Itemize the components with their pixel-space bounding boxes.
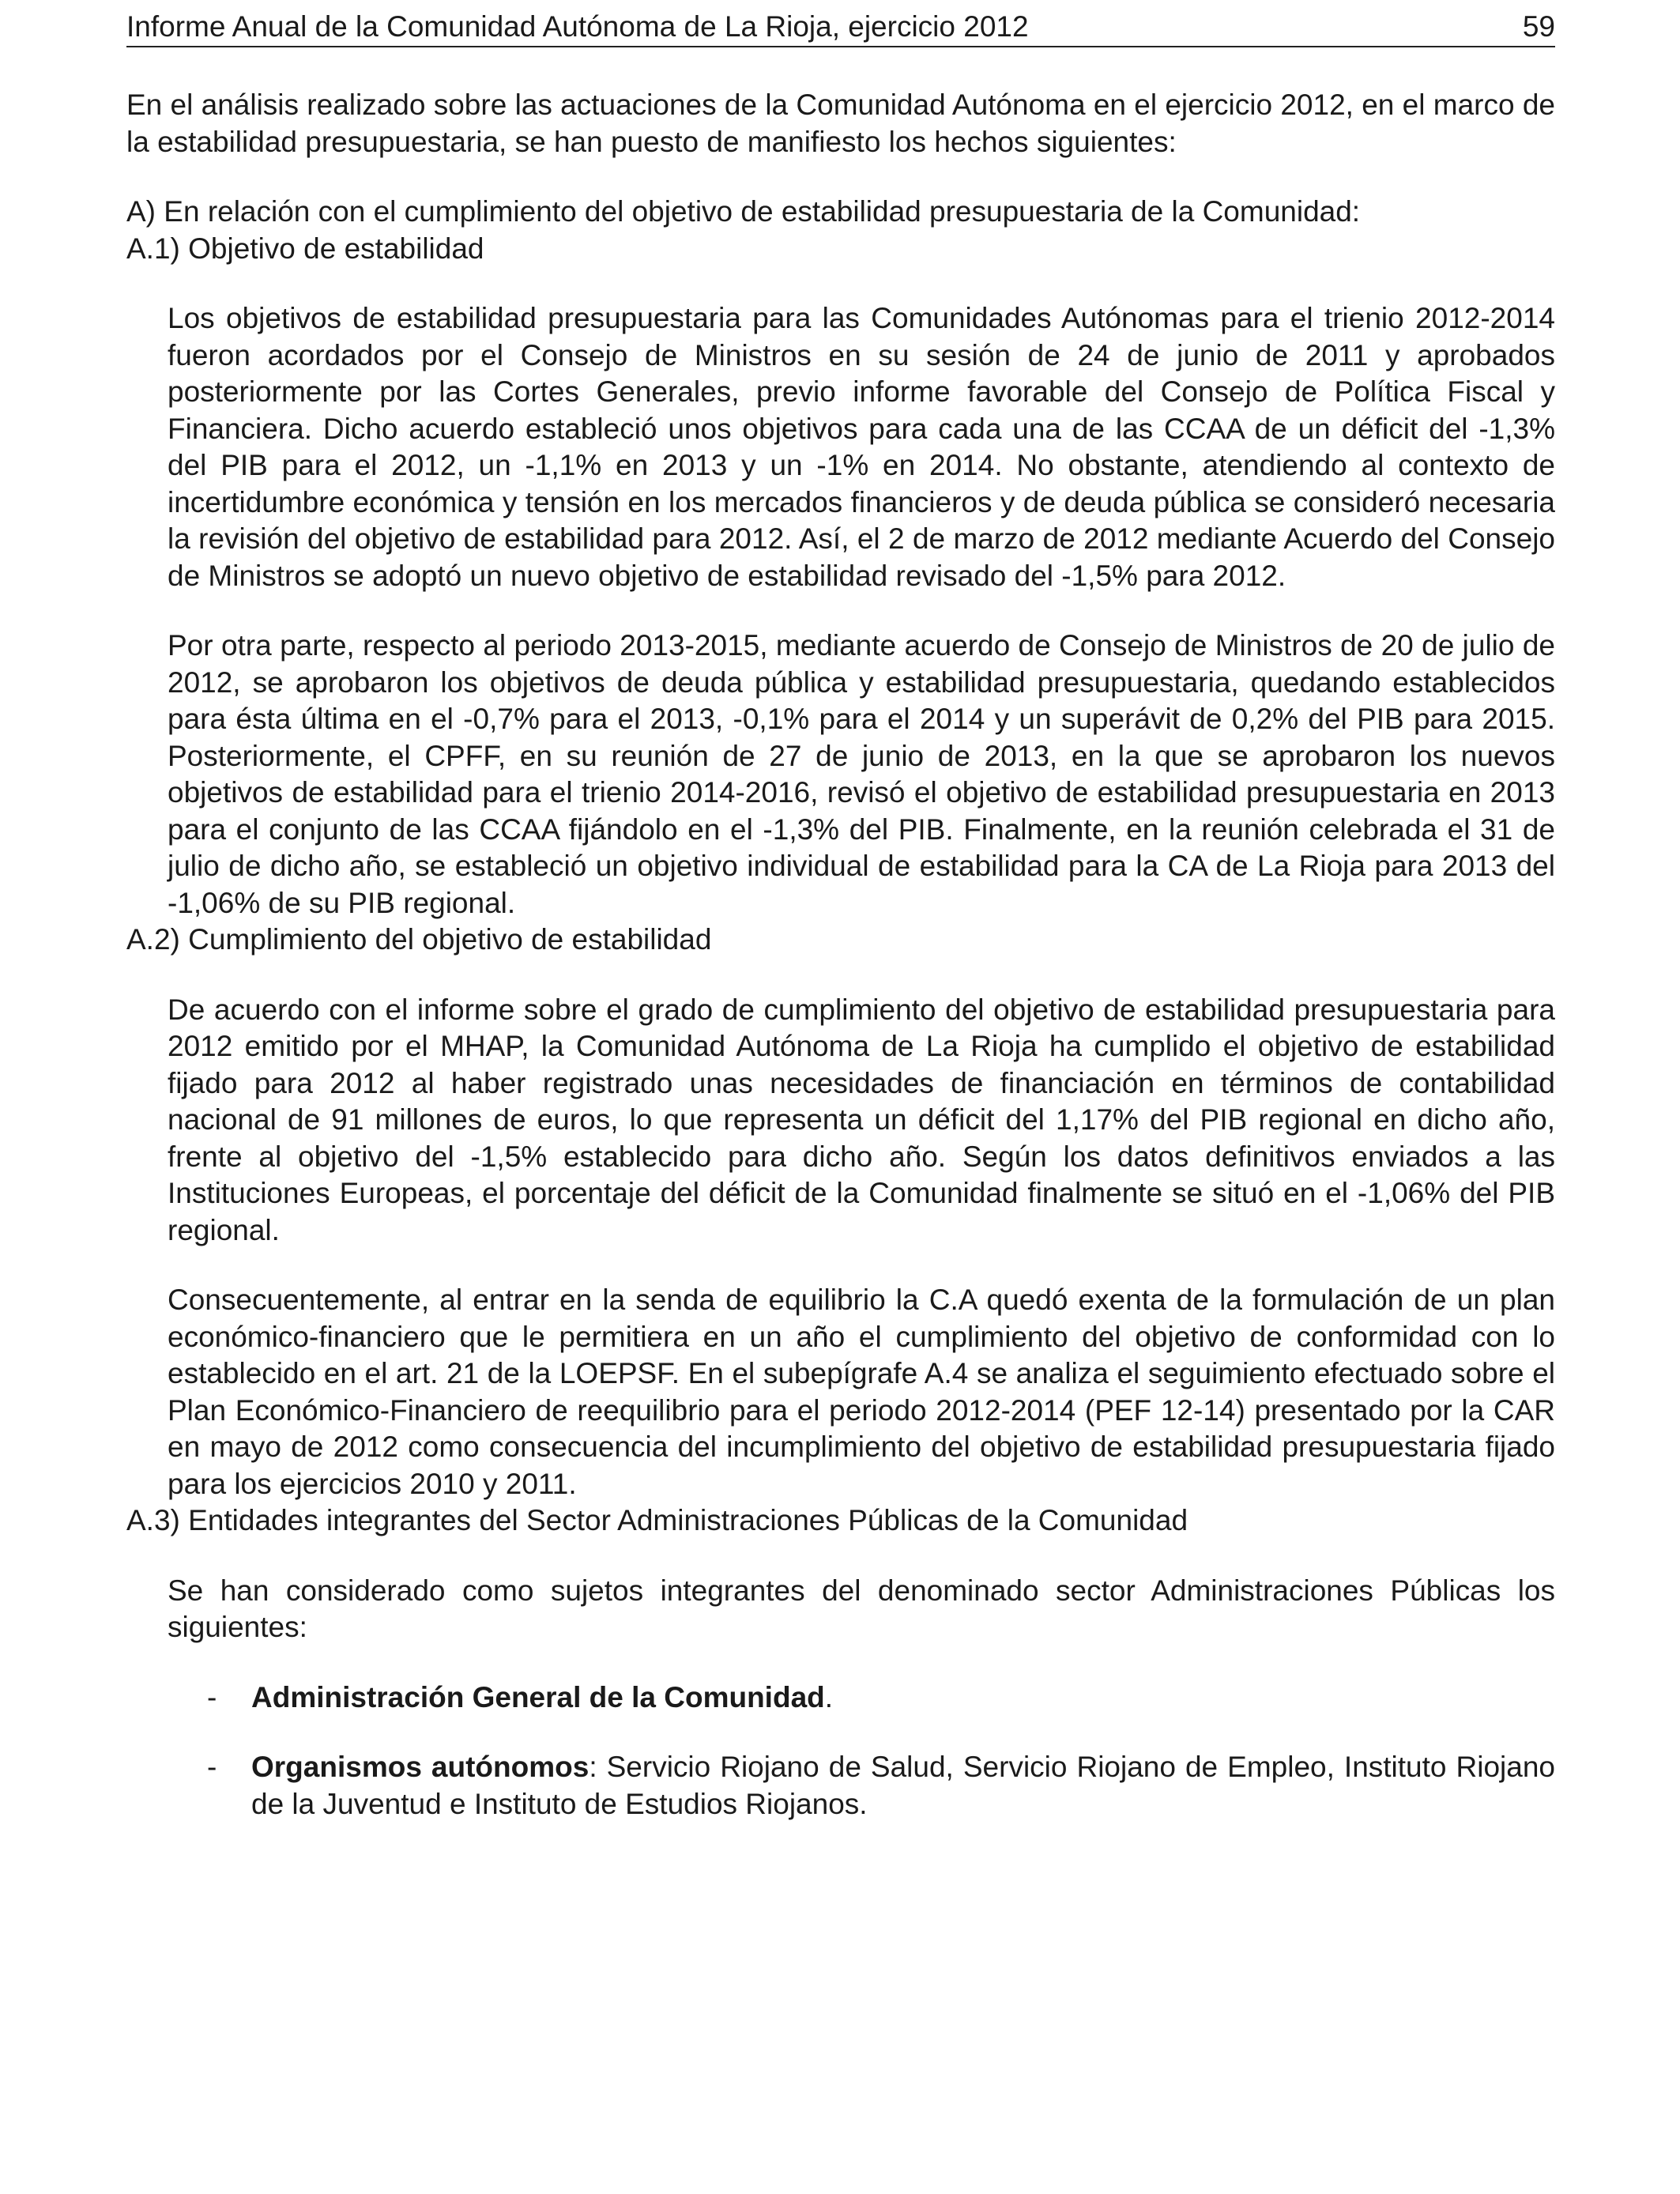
intro-paragraph: En el análisis realizado sobre las actuaciones de la Comunidad Autónoma en el ejercicio 2012, en el marco de la estabilidad presupuestaria, se han puesto de manifiesto los hechos siguientes: [126,89,1555,158]
section-a1-heading: A.1) Objetivo de estabilidad [126,232,484,265]
list-item-text: . [824,1680,834,1713]
list-item-text: : Servicio Riojano de Salud, Servicio Riojano de Empleo, Instituto Riojano de la Juventud e Instituto de Estudios Riojanos. [251,1751,1555,1820]
header-title: Informe Anual de la Comunidad Autónoma de La Rioja, ejercicio 2012 [126,10,1029,43]
document-body [126,87,1555,1852]
section-a-heading: A) En relación con el cumplimiento del objetivo de estabilidad presupuestaria de la Comunidad: [126,195,1361,228]
a2-paragraph-1: De acuerdo con el informe sobre el grado de cumplimiento del objetivo de estabilidad presupuestaria para 2012 emitido por el MHAP, la Comunidad Autónoma de La Rioja ha cumplido el objetivo de estabilidad fijado para 2012 al haber registrado unas necesidades de financiación en términos de contabilidad nacional de 91 millones de euros, lo que representa un déficit del 1,17% del PIB regional en dicho año, frente al objetivo del -1,5% establecido para dicho año. Según los datos definitivos enviados a las Instituciones Europeas, el porcentaje del déficit de la Comunidad finalmente se situó en el -1,06% del PIB regional. [168,993,1555,1246]
list-item [207,1749,1555,1823]
a1-paragraph-1: Los objetivos de estabilidad presupuestaria para las Comunidades Autónomas para el trienio 2012-2014 fueron acordados por el Consejo de Ministros en su sesión de 24 de junio de 2011 y aprobados posteriormente por las Cortes Generales, previo informe favorable del Consejo de Política Fiscal y Financiera. Dicho acuerdo estableció unos objetivos para cada una de las CCAA de un déficit del -1,3% del PIB para el 2012, un -1,1% en 2013 y un -1% en 2014. No obstante, atendiendo al contexto de incertidumbre económica y tensión en los mercados financieros y de deuda pública se consideró necesaria la revisión del objetivo de estabilidad para 2012. Así, el 2 de marzo de 2012 mediante Acuerdo del Consejo de Ministros se adoptó un nuevo objetivo de estabilidad revisado del -1,5% para 2012. [168,302,1555,592]
a2-paragraph-2: Consecuentemente, al entrar en la senda de equilibrio la C.A quedó exenta de la formulación de un plan económico-financiero que le permitiera en un año el cumplimiento del objetivo de conformidad con lo establecido en el art. 21 de la LOEPSF. En el subepígrafe A.4 se analiza el seguimiento efectuado sobre el Plan Económico-Financiero de reequilibrio para el periodo 2012-2014 (PEF 12-14) presentado por la CAR en mayo de 2012 como consecuencia del incumplimiento del objetivo de estabilidad presupuestaria fijado para los ejercicios 2010 y 2011. [168,1284,1555,1500]
section-a3-heading: A.3) Entidades integrantes del Sector Administraciones Públicas de la Comunidad [126,1504,1188,1536]
a1-paragraph-2: Por otra parte, respecto al periodo 2013-2015, mediante acuerdo de Consejo de Ministros de 20 de julio de 2012, se aprobaron los objetivos de deuda pública y estabilidad presupuestaria, quedando establecidos para ésta última en el -0,7% para el 2013, -0,1% para el 2014 y un superávit de 0,2% del PIB para 2015. Posteriormente, el CPFF, en su reunión de 27 de junio de 2013, en la que se aprobaron los nuevos objetivos de estabilidad para el trienio 2014-2016, revisó el objetivo de estabilidad presupuestaria en 2013 para el conjunto de las CCAA fijándolo en el -1,3% del PIB. Finalmente, en la reunión celebrada el 31 de julio de dicho año, se estableció un objetivo individual de estabilidad para la CA de La Rioja para 2013 del -1,06% de su PIB regional. [168,629,1555,919]
list-item [207,1679,1555,1717]
list-dash: - [207,1680,217,1713]
section-a2-heading: A.2) Cumplimiento del objetivo de estabilidad [126,923,712,956]
page-number: 59 [1522,10,1555,43]
a3-paragraph-1: Se han considerado como sujetos integrantes del denominado sector Administraciones Públicas los siguientes: [168,1574,1555,1643]
list-dash: - [207,1751,217,1783]
page-header [126,8,1555,47]
list-item-bold: Administración General de la Comunidad [251,1680,825,1713]
list-item-bold: Organismos autónomos [251,1751,590,1783]
